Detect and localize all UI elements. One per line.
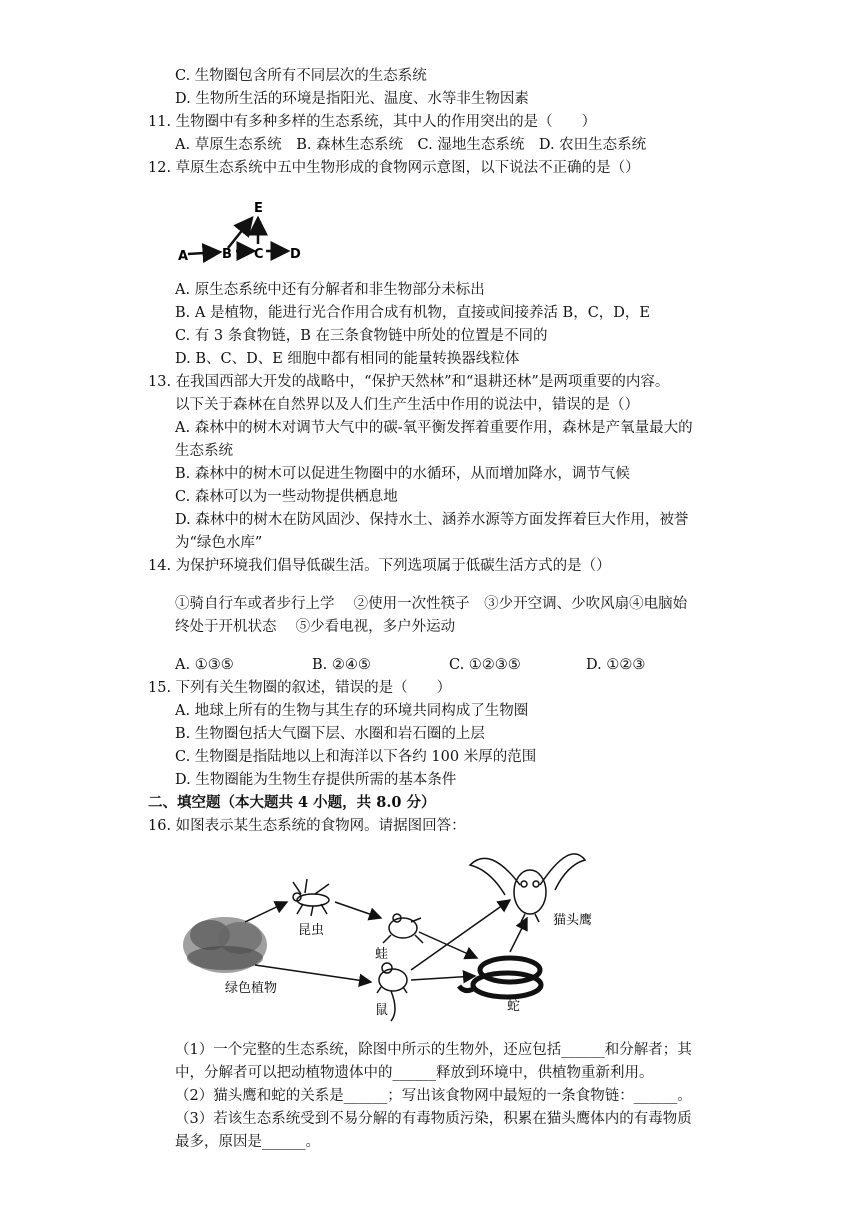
label-snake: 蛇: [507, 999, 521, 1014]
q10-option-c: C. 生物圈包含所有不同层次的生态系统: [175, 68, 427, 84]
q16-sub1-line1: （1）一个完整的生态系统，除图中所示的生物外，还应包括______和分解者；其: [175, 1042, 692, 1058]
arrow-plant-insect: [245, 902, 287, 922]
q12-option-c: C. 有 3 条食物链，B 在三条食物链中所处的位置是不同的: [175, 328, 548, 344]
snake-icon: [459, 958, 541, 997]
label-frog: 蛙: [375, 947, 389, 962]
q15-option-b: B. 生物圈包括大气圈下层、水圈和岩石圈的上层: [175, 726, 485, 742]
q13-option-a: A. 森林中的树木对调节大气中的碳-氧平衡发挥着重要作用，森林是产氧量最大的: [175, 420, 693, 436]
q16-stem: 16. 如图表示某生态系统的食物网。请据图回答：: [148, 818, 466, 834]
insect-icon: [293, 879, 329, 916]
q11-stem: 11. 生物圈中有多种多样的生态系统，其中人的作用突出的是（ ）: [148, 114, 597, 130]
q14-option-d: D. ①②③: [586, 657, 646, 673]
q15-option-a: A. 地球上所有的生物与其生存的环境共同构成了生物圈: [175, 703, 529, 719]
q12-option-a: A. 原生态系统中还有分解者和非生物部分未标出: [175, 282, 485, 298]
owl-icon: [470, 854, 585, 922]
q13-option-d: D. 森林中的树木在防风固沙、保持水土、涵养水源等方面发挥着巨大作用，被誉: [175, 512, 689, 528]
q12-food-web-diagram: [170, 196, 320, 268]
frog-icon: [383, 914, 423, 943]
q15-option-d: D. 生物圈能为生物生存提供所需的基本条件: [175, 772, 457, 788]
q13-option-a-cont: 生态系统: [175, 443, 233, 459]
q10-option-d: D. 生物所生活的环境是指阳光、温度、水等非生物因素: [175, 91, 529, 107]
q14-items-1: ①骑自行车或者步行上学 ②使用一次性筷子 ③少开空调、少吹风扇④电脑始: [175, 596, 688, 612]
node-b: B: [222, 247, 232, 262]
q14-items-2: 终处于开机状态 ⑤少看电视，多户外运动: [175, 619, 456, 635]
section-fill-in-heading: 二、填空题（本大题共 4 小题，共 8.0 分）: [148, 794, 436, 811]
q16-sub1-line2: 中，分解者可以把动植物遗体中的______释放到环境中，供植物重新利用。: [175, 1065, 654, 1081]
q16-sub3-line1: （3）若该生态系统受到不易分解的有毒物质污染，积累在猫头鹰体内的有毒物质: [175, 1111, 692, 1127]
node-a: A: [178, 249, 189, 264]
label-owl: 猫头鹰: [553, 913, 593, 928]
arrow-a-b: [188, 252, 220, 254]
q11-options: A. 草原生态系统 B. 森林生态系统 C. 湿地生态系统 D. 农田生态系统: [175, 137, 647, 153]
arrow-insect-frog: [335, 902, 381, 918]
q15-option-c: C. 生物圈是指陆地以上和海洋以下各约 100 米厚的范围: [175, 749, 537, 765]
q13-stem-2: 以下关于森林在自然界以及人们生产生活中作用的说法中，错误的是（）: [175, 397, 639, 413]
q12-stem: 12. 草原生态系统中五中生物形成的食物网示意图，以下说法不正确的是（）: [148, 160, 640, 176]
arrow-snake-owl: [510, 918, 527, 952]
arrow-b-e: [228, 218, 252, 248]
q14-option-b: B. ②④⑤: [312, 657, 371, 673]
arrow-mouse-snake: [411, 976, 475, 980]
q14-option-c: C. ①②③⑤: [449, 657, 521, 673]
label-mouse: 鼠: [375, 1003, 389, 1018]
q14-option-a: A. ①③⑤: [175, 657, 234, 673]
q16-sub3-line2: 最多，原因是______。: [175, 1134, 320, 1150]
q16-sub2: （2）猫头鹰和蛇的关系是______；写出该食物网中最短的一条食物链：______。: [175, 1088, 692, 1104]
label-insect: 昆虫: [298, 923, 325, 938]
arrow-plant-mouse: [255, 965, 371, 982]
q16-food-web-illustration: [175, 840, 595, 1030]
q13-option-c: C. 森林可以为一些动物提供栖息地: [175, 489, 398, 505]
q12-option-d: D. B、C、D、E 细胞中都有相同的能量转换器线粒体: [175, 351, 520, 367]
label-plant: 绿色植物: [225, 981, 278, 996]
q14-stem: 14. 为保护环境我们倡导低碳生活。下列选项属于低碳生活方式的是（）: [148, 558, 611, 574]
q13-option-b: B. 森林中的树木可以促进生物圈中的水循环，从而增加降水，调节气候: [175, 466, 630, 482]
node-e: E: [254, 201, 263, 216]
node-c: C: [254, 247, 264, 262]
q13-option-d-cont: 为“绿色水库”: [175, 535, 263, 551]
q15-stem: 15. 下列有关生物圈的叙述，错误的是（ ）: [148, 680, 452, 696]
q12-option-b: B. A 是植物，能进行光合作用合成有机物，直接或间接养活 B，C，D，E: [175, 305, 651, 321]
node-d: D: [290, 247, 301, 262]
arrow-frog-snake: [419, 932, 477, 958]
plant-icon: [183, 917, 267, 973]
q13-stem-1: 13. 在我国西部大开发的战略中，“保护天然林”和“退耕还林”是两项重要的内容。: [148, 374, 670, 390]
